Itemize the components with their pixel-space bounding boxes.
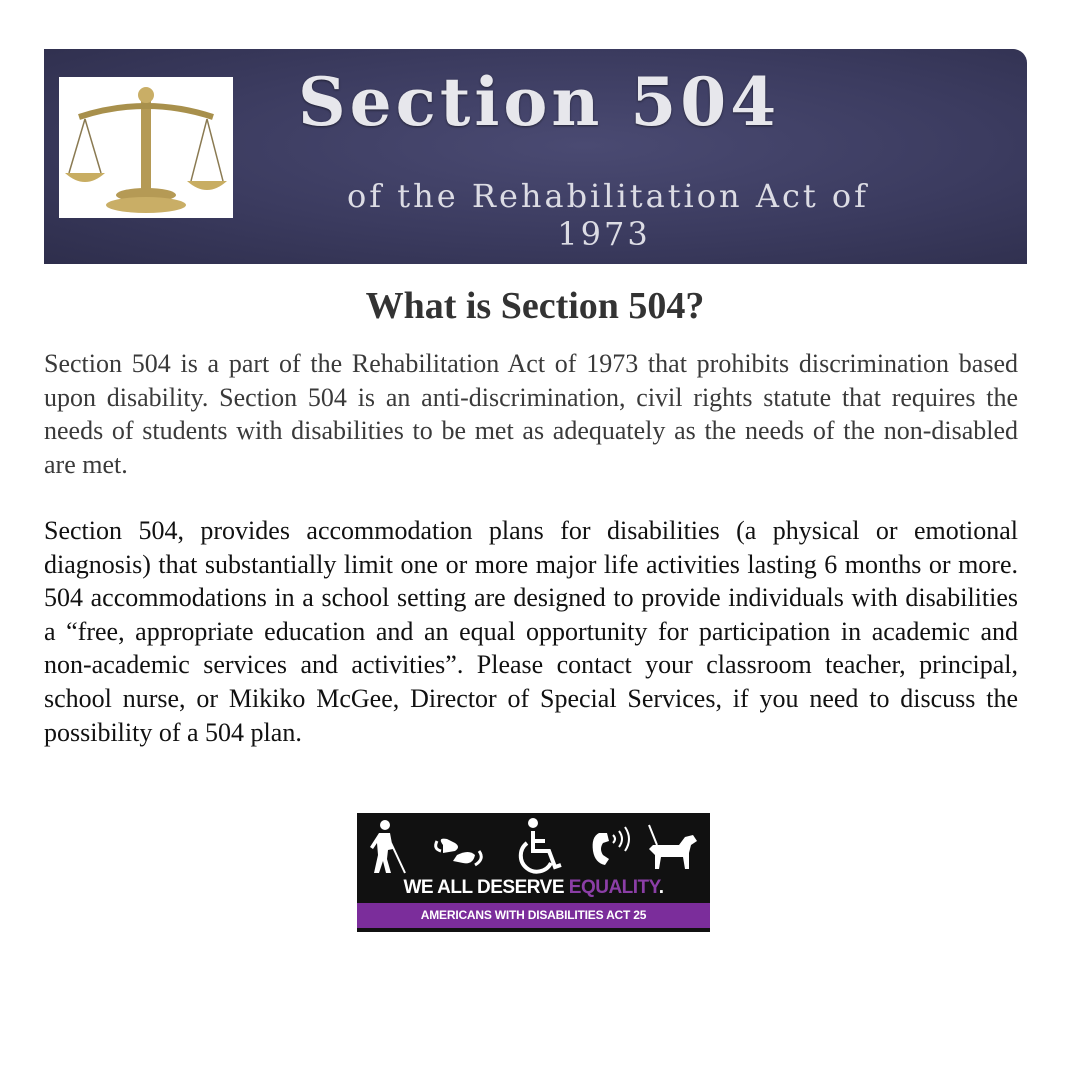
slogan-suffix: . <box>658 877 664 898</box>
wheelchair-icon <box>521 818 561 872</box>
paragraph-accommodations: Section 504, provides accommodation plans for disabilities (a physical or emotional diagnosis) that substantially limit one or more major life activities lasting 6 months or more. 504 accommodations in a school setting are designed to provide individuals with disabilities a “free, appropriate education and an equal opportunity for participation in academic and non-academic services and activities”. Please contact your classroom teacher, principal, school nurse, or Mikiko McGee, Director of Special Services, if you need to discuss the possibility of a 504 plan. <box>44 516 1018 747</box>
page-title: What is Section 504? <box>365 285 705 327</box>
service-dog-icon <box>649 825 697 869</box>
banner-subtitle-line1: of the Rehabilitation Act of <box>346 177 869 215</box>
badge-strip-text: AMERICANS WITH DISABILITIES ACT 25 <box>420 908 647 922</box>
badge-slogan <box>357 877 710 899</box>
blind-person-cane-icon <box>370 820 405 873</box>
scales-of-justice-icon <box>59 77 233 218</box>
slogan-prefix: WE ALL DESERVE <box>403 877 569 898</box>
header-banner <box>44 49 1027 264</box>
banner-title: Section 504 <box>298 63 781 141</box>
slogan-accent: EQUALITY <box>568 877 659 898</box>
scale-image <box>59 77 233 218</box>
badge-icons <box>357 815 710 877</box>
tty-phone-icon <box>593 827 629 865</box>
banner-subtitle-line2: 1973 <box>557 215 651 253</box>
paragraph-intro: Section 504 is a part of the Rehabilitation Act of 1973 that prohibits discrimination based upon disability. Section 504 is an anti-discrimination, civil rights statute that requires the needs of students with disabilities to be met as adequately as the needs of the non-disabled are met. <box>44 349 1018 479</box>
sign-language-icon <box>436 839 482 865</box>
ada-badge <box>357 813 710 932</box>
badge-strip <box>357 903 710 928</box>
